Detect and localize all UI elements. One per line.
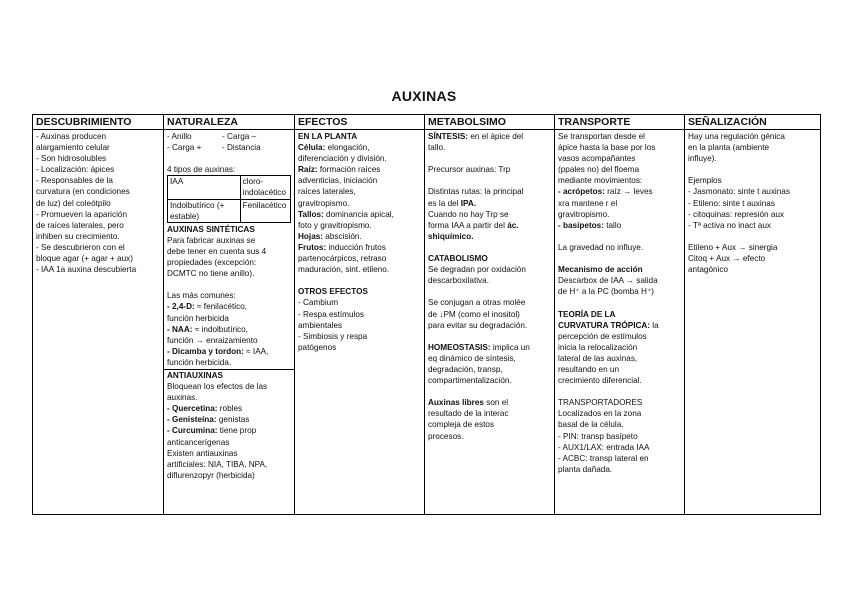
catabolismo-line: Se degradan por oxidación <box>428 265 526 275</box>
planta-item: Hojas: abscisión. <box>298 231 362 241</box>
descubrimiento-line: - Responsables de la <box>36 176 113 186</box>
cell-naturaleza <box>164 130 295 515</box>
conjugacion-line: de ↓PM (como el inositol) <box>428 309 520 319</box>
homeostasis-line: HOMEOSTASIS: implica un <box>428 342 530 352</box>
descubrimiento-line: - Son hidrosolubles <box>36 154 107 164</box>
planta-item: Célula: elongación, <box>298 143 370 153</box>
teoria-line: percepción de estímulos <box>558 331 647 341</box>
tipo-cell: cloro-indolacético <box>240 176 290 199</box>
antiauxinas-line: diflurenzopyr (herbicida) <box>167 470 255 480</box>
antiauxinas-item: - Quercetina: robles <box>167 404 243 414</box>
tipo-cell: Fenilacético <box>240 199 290 222</box>
senalizacion-line: influye). <box>688 154 717 164</box>
homeostasis-line: eq dinámico de síntesis, <box>428 353 516 363</box>
descubrimiento-line: - Se descubrieron con el <box>36 242 125 252</box>
header-metabolismo: METABOLSIMO <box>425 115 555 130</box>
otros-title: OTROS EFECTOS <box>298 287 368 297</box>
otros-item: ambientales <box>298 320 343 330</box>
rutas-line: Distintas rutas: la principal <box>428 187 524 197</box>
cell-transporte <box>555 130 685 515</box>
transportadores-line: - ACBC: transp lateral en <box>558 453 649 463</box>
planta-item: Tallos: dominancia apical, <box>298 209 394 219</box>
comunes-item: función → enraizamiento <box>167 335 258 345</box>
descubrimiento-line: - Auxinas producen <box>36 132 107 141</box>
teoria-line: TEORÍA DE LA <box>558 309 616 319</box>
mecanismo-title: Mecanismo de acción <box>558 265 643 275</box>
homeostasis-line: degradación, transp, <box>428 364 503 374</box>
charge-item: - Anillo <box>167 132 192 141</box>
teoria-line: inicia la relocalización <box>558 342 638 352</box>
rutas-line: Cuando no hay Trp se <box>428 209 509 219</box>
transportadores-line: - PIN: transp basípeto <box>558 431 638 441</box>
conjugacion-line: Se conjugan a otras molée <box>428 298 526 308</box>
comunes-item: - 2,4-D: ≈ fenilacético, <box>167 302 248 312</box>
senalizacion-line: Etileno + Aux → sinergia <box>688 242 778 252</box>
comunes-item: función herbicida. <box>167 357 232 367</box>
transporte-line: mediante movimientos: <box>558 176 643 186</box>
transportadores-line: basal de la célula. <box>558 420 624 430</box>
antiauxinas-item: anticancerígenas <box>167 437 230 447</box>
sintesis-line: SÍNTESIS: en el ápice del <box>428 132 524 141</box>
planta-item: Frutos: inducción frutos <box>298 242 386 252</box>
transporte-line: vasos acompañantes <box>558 154 636 164</box>
cell-descubrimiento <box>33 130 164 515</box>
antiauxinas-line: Existen antiauxinas <box>167 448 238 458</box>
descubrimiento-line: curvatura (en condiciones <box>36 187 130 197</box>
otros-item: - Cambium <box>298 298 339 308</box>
planta-item: gravitropismo. <box>298 198 350 208</box>
otros-item: - Respa estímulos <box>298 309 364 319</box>
transporte-line: gravitropismo. <box>558 209 610 219</box>
senalizacion-line: antagónico <box>688 265 729 275</box>
header-descubrimiento: DESCUBRIMIENTO <box>33 115 164 130</box>
mecanismo-line: Descarbox de IAA → salida <box>558 276 658 286</box>
descubrimiento-line: - Localización: ápices <box>36 165 115 175</box>
tipo-cell: Indolbutírico (+ estable) <box>168 199 241 222</box>
transporte-line: - basípetos: tallo <box>558 220 622 230</box>
header-senalizacion: SEÑALIZACIÓN <box>685 115 821 130</box>
teoria-line: CURVATURA TRÓPICA: la <box>558 320 659 330</box>
catabolismo-title: CATABOLISMO <box>428 254 488 264</box>
planta-item: partenocárpicos, retraso <box>298 254 387 264</box>
transporte-line: ápice hasta la base por los <box>558 143 656 153</box>
senalizacion-line: en la planta (ambiente <box>688 143 770 153</box>
otros-item: patógenos <box>298 342 337 352</box>
senalizacion-line: Citoq + Aux → efecto <box>688 254 766 264</box>
header-naturaleza: NATURALEZA <box>164 115 295 130</box>
sinteticas-line: debe tener en cuenta sus 4 <box>167 246 267 256</box>
sinteticas-line: DCMTC no tiene anillo). <box>167 269 255 279</box>
ejemplo-item: - Etileno: sinte t auxinas <box>688 198 775 208</box>
charges-row-2 <box>167 142 291 153</box>
senalizacion-line: Hay una regulación génica <box>688 132 785 141</box>
header-transporte: TRANSPORTE <box>555 115 685 130</box>
transporte-line: Se transportan desde el <box>558 132 645 141</box>
teoria-line: lateral de las auxinas, <box>558 353 638 363</box>
gravedad-line: La gravedad no influye. <box>558 242 644 252</box>
catabolismo-line: descarboxilativa. <box>428 276 489 286</box>
descubrimiento-line: de luz) del coleótpilo <box>36 198 111 208</box>
libres-line: compleja de estos <box>428 420 494 430</box>
transportadores-line: TRANSPORTADORES <box>558 398 643 408</box>
transporte-line: xra mantene r el <box>558 198 618 208</box>
planta-item: adventicias, iniciación <box>298 176 378 186</box>
otros-item: - Simbiosis y respa <box>298 331 368 341</box>
auxinas-table <box>32 114 821 515</box>
transporte-line: (ppales no) del floema <box>558 165 640 175</box>
teoria-line: crecimiento diferencial. <box>558 376 642 386</box>
planta-item: maduración, sint. etileno. <box>298 265 390 275</box>
descubrimiento-line: alargamiento celular <box>36 143 110 153</box>
antiauxinas-line: Bloquean los efectos de las <box>167 382 268 392</box>
rutas-line: forma IAA a partir del ác. <box>428 220 519 230</box>
tipos-label: 4 tipos de auxinas: <box>167 165 236 175</box>
planta-item: raíces laterales, <box>298 187 356 197</box>
comunes-item: función herbicida <box>167 313 229 323</box>
charge-item: - Carga – <box>222 132 257 141</box>
cell-metabolismo <box>425 130 555 515</box>
comunes-item: - NAA: ≈ indolbutírico, <box>167 324 248 334</box>
rutas-line: es la del IPA. <box>428 198 477 208</box>
charges-row-1 <box>167 131 291 142</box>
antiauxinas-item: - Curcumina: tiene prop <box>167 426 257 436</box>
transportadores-line: - AUX1/LAX: entrada IAA <box>558 442 650 452</box>
homeostasis-line: compartimentalización. <box>428 376 512 386</box>
mecanismo-line: de H⁺ a la PC (bomba H⁺) <box>558 287 655 297</box>
ejemplos-label: Ejemplos <box>688 176 722 186</box>
antiauxinas-line: auxinas. <box>167 393 198 403</box>
header-efectos: EFECTOS <box>295 115 425 130</box>
charge-item: - Carga + <box>167 143 202 153</box>
antiauxinas-item: - Genisteína: genistas <box>167 415 250 425</box>
descubrimiento-line: - IAA 1a auxina descubierta <box>36 265 137 275</box>
libres-line: Auxinas libres son el <box>428 398 509 408</box>
conjugacion-line: para evitar su degradación. <box>428 320 528 330</box>
tipos-table <box>167 175 291 222</box>
precursor-line: Precursor auxinas: Trp <box>428 165 511 175</box>
planta-item: diferenciación y división. <box>298 154 387 164</box>
libres-line: procesos. <box>428 431 464 441</box>
planta-title: EN LA PLANTA <box>298 132 358 141</box>
descubrimiento-line: de raíces laterales, pero <box>36 220 124 230</box>
planta-item: foto y gravitropismo. <box>298 220 372 230</box>
cell-efectos <box>295 130 425 515</box>
page-title: AUXINAS <box>391 88 457 104</box>
descubrimiento-line: bloque agar (+ agar + aux) <box>36 254 133 264</box>
ejemplo-item: - Jasmonato: sinte t auxinas <box>688 187 790 197</box>
transporte-line: - acrópetos: raíz → leves <box>558 187 653 197</box>
ejemplo-item: - Tª activa no inact aux <box>688 220 771 230</box>
antiauxinas-title: ANTIAUXINAS <box>167 370 223 380</box>
sinteticas-title: AUXINAS SINTÉTICAS <box>167 224 255 234</box>
descubrimiento-line: inhiben su crecimiento. <box>36 231 120 241</box>
planta-item: Raíz: formación raíces <box>298 165 381 175</box>
transportadores-line: planta dañada. <box>558 464 613 474</box>
sinteticas-line: propiedades (excepción: <box>167 258 257 268</box>
transportadores-line: Localizados en la zona <box>558 409 642 419</box>
ejemplo-item: - citoquinas: represión aux <box>688 209 785 219</box>
comunes-label: Las más comunes: <box>167 291 236 301</box>
libres-line: resultado de la interac <box>428 409 509 419</box>
comunes-item: - Dicamba y tordon: ≈ IAA, <box>167 346 269 356</box>
rutas-line: shiquímico. <box>428 231 474 241</box>
charge-item: - Distancia <box>222 143 261 153</box>
cell-senalizacion <box>685 130 821 515</box>
antiauxinas-line: artificiales: NIA, TIBA, NPA, <box>167 459 268 469</box>
tipo-cell: IAA <box>168 176 241 199</box>
teoria-line: resultando en un <box>558 364 619 374</box>
sintesis-line: tallo. <box>428 143 446 153</box>
sinteticas-line: Para fabricar auxinas se <box>167 235 256 245</box>
descubrimiento-line: - Promueven la aparición <box>36 209 128 219</box>
